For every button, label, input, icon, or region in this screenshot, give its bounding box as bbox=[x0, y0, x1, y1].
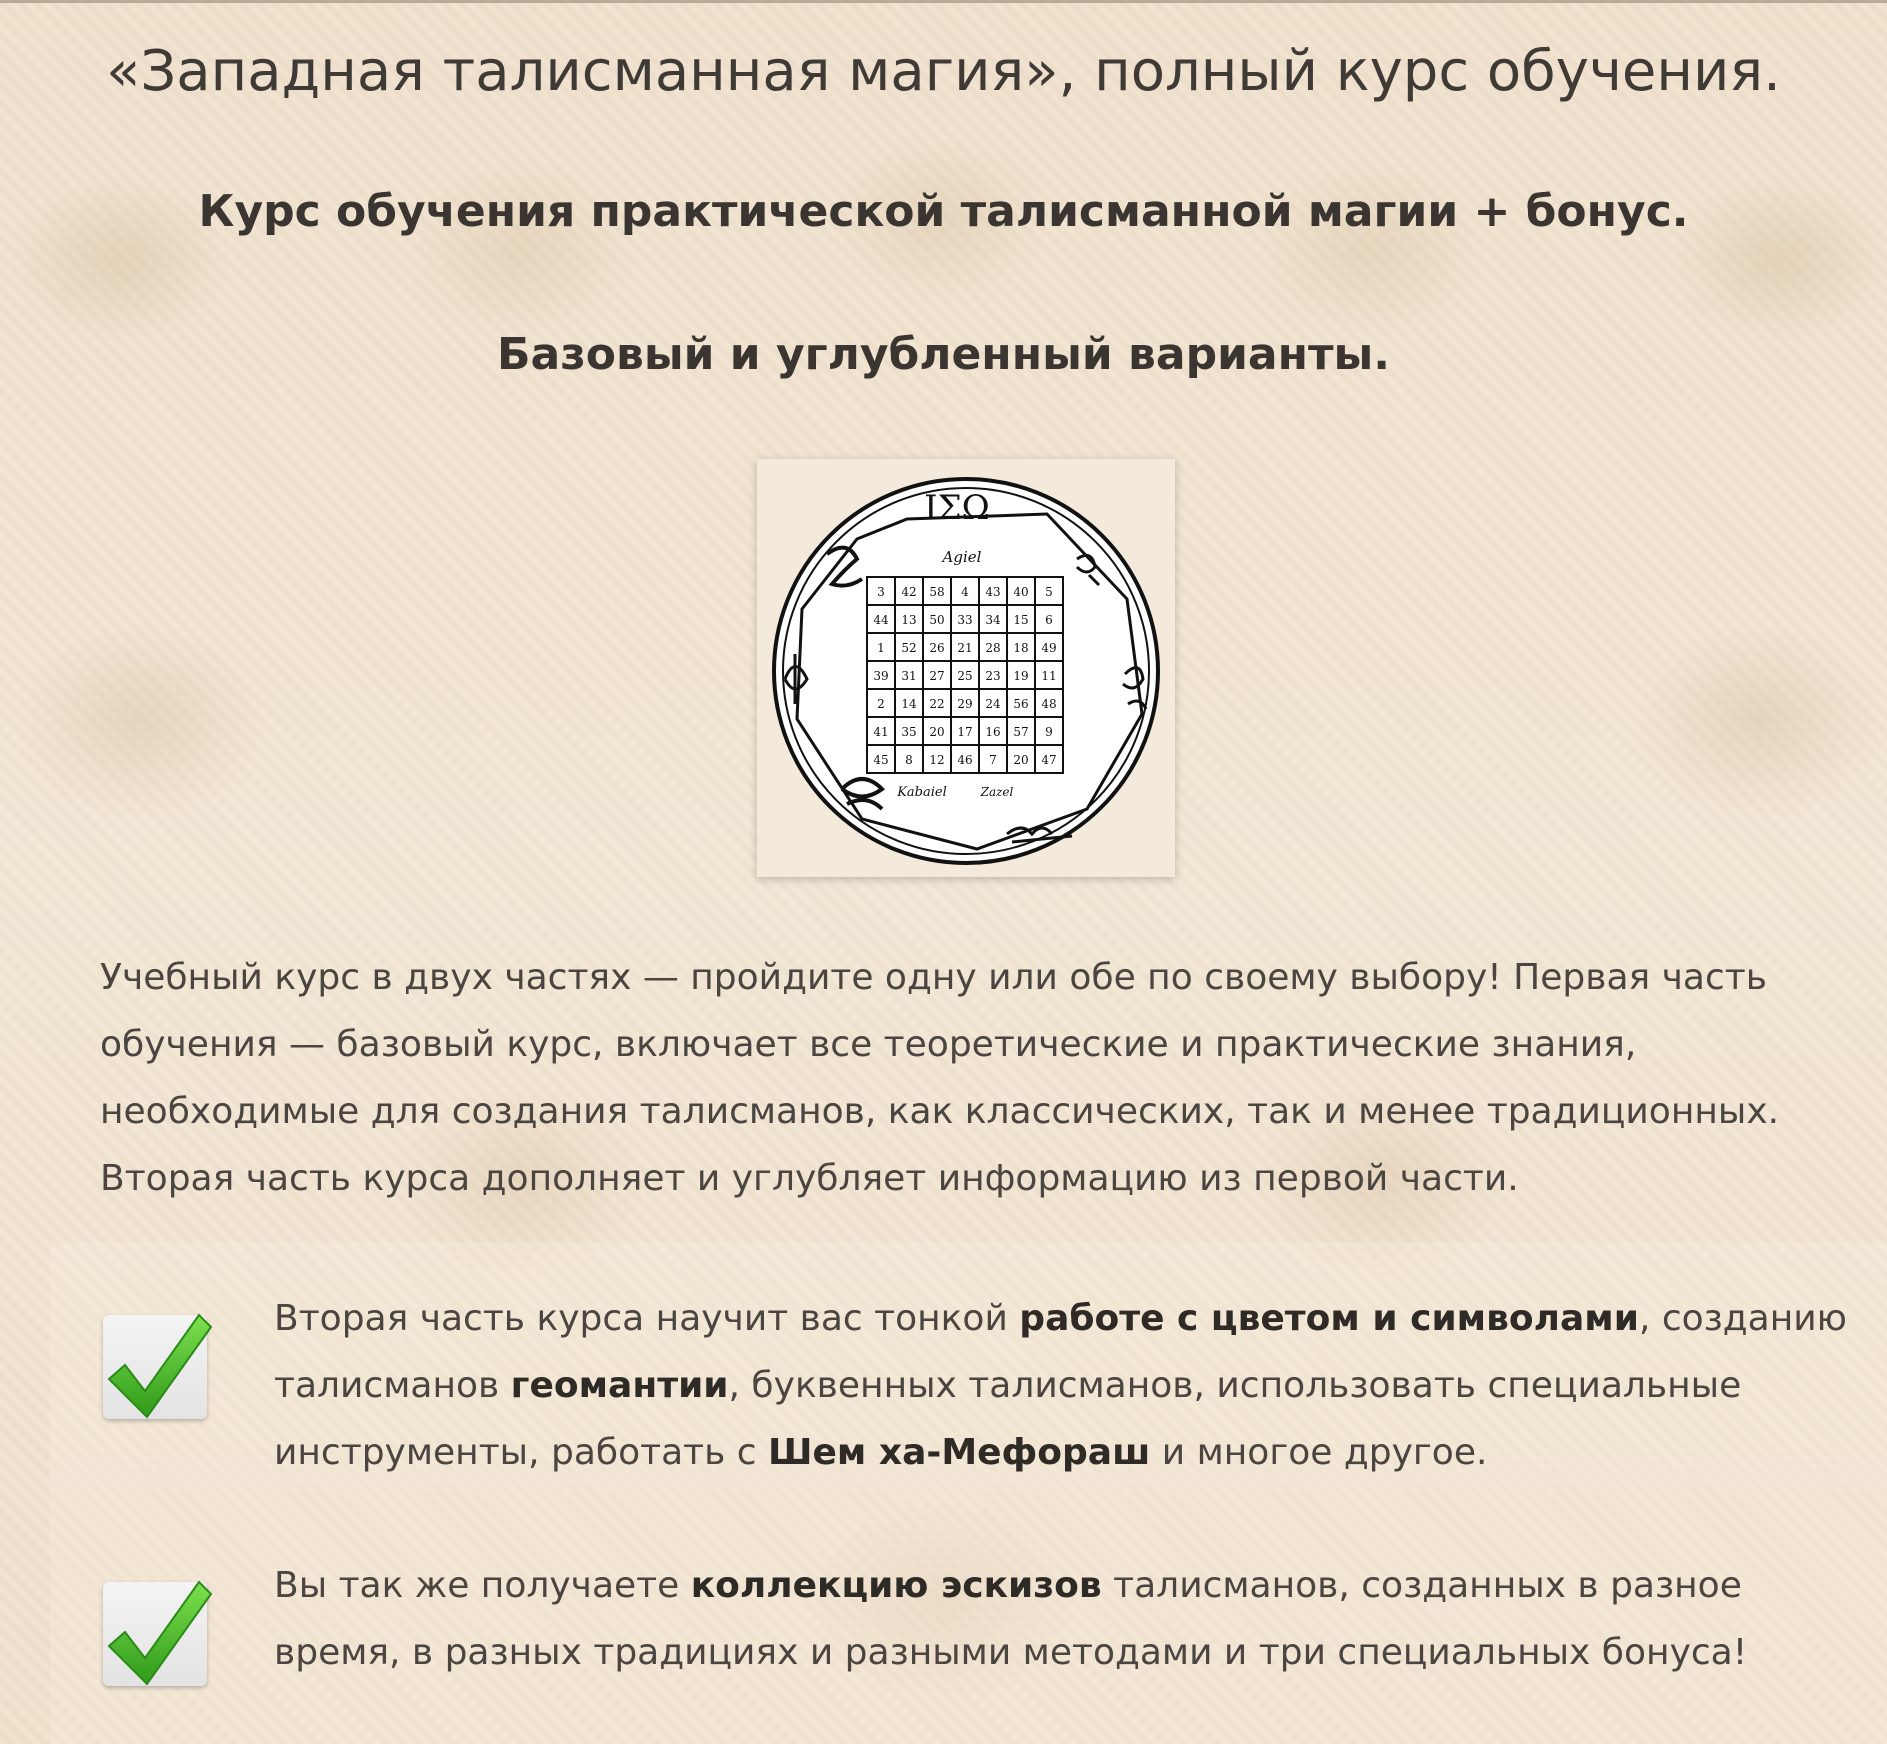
magic-square-number: 26 bbox=[929, 641, 945, 655]
magic-square-number: 49 bbox=[1041, 641, 1057, 655]
feature-text-segment: , созданию талисманов bbox=[274, 1298, 1847, 1406]
seal-top-inscription: Agiel bbox=[942, 548, 982, 566]
magic-square-number: 21 bbox=[957, 641, 973, 655]
magic-square-number: 22 bbox=[929, 697, 945, 711]
magic-square-number: 6 bbox=[1045, 613, 1053, 627]
magic-square-number: 19 bbox=[1013, 669, 1029, 683]
seal-top-symbols: ΙΣΩ bbox=[924, 488, 990, 528]
magic-square-number: 25 bbox=[957, 669, 973, 683]
feature-highlight: Шем ха-Мефораш bbox=[768, 1432, 1151, 1473]
magic-square-number: 28 bbox=[985, 641, 1001, 655]
magic-square-number: 44 bbox=[873, 613, 889, 627]
course-variants-heading: Базовый и углубленный варианты. bbox=[496, 329, 1391, 380]
magic-square-number: 33 bbox=[957, 613, 973, 627]
magic-square-number: 23 bbox=[985, 669, 1001, 683]
check-icon bbox=[103, 1315, 207, 1419]
magic-square-number: 8 bbox=[905, 753, 913, 767]
magic-square-number: 57 bbox=[1013, 725, 1029, 739]
magic-square-number: 42 bbox=[901, 585, 917, 599]
magic-square-number: 1 bbox=[877, 641, 885, 655]
page-title: «Западная талисманная магия», полный курс обучения. bbox=[106, 39, 1781, 104]
feature-highlight: работе с цветом и символами bbox=[1019, 1298, 1639, 1339]
magic-square-number: 2 bbox=[877, 697, 885, 711]
magic-square-number: 15 bbox=[1013, 613, 1029, 627]
magic-square-number: 13 bbox=[901, 613, 917, 627]
magic-square-number: 17 bbox=[957, 725, 973, 739]
feature-text-segment: Вы так же получаете bbox=[274, 1565, 691, 1606]
magic-square-number: 35 bbox=[901, 725, 917, 739]
feature-text-2 bbox=[274, 1552, 1864, 1686]
feature-text-segment: Вторая часть курса научит вас тонкой bbox=[274, 1298, 1020, 1339]
magic-square-number: 46 bbox=[957, 753, 973, 767]
magic-square-number: 31 bbox=[901, 669, 917, 683]
magic-square-number: 50 bbox=[929, 613, 945, 627]
magic-square-number: 16 bbox=[985, 725, 1001, 739]
magic-square-number: 48 bbox=[1041, 697, 1057, 711]
magic-square-number: 58 bbox=[929, 585, 945, 599]
feature-highlight: геомантии bbox=[510, 1365, 729, 1406]
top-border-line bbox=[0, 0, 1887, 3]
feature-text-segment: и многое другое. bbox=[1150, 1432, 1488, 1473]
magic-square-number: 20 bbox=[929, 725, 945, 739]
magic-square-number: 7 bbox=[989, 753, 997, 767]
magic-square-number: 11 bbox=[1041, 669, 1057, 683]
magic-square-number: 34 bbox=[985, 613, 1001, 627]
magic-square-number: 24 bbox=[985, 697, 1001, 711]
magic-square-number: 56 bbox=[1013, 697, 1029, 711]
magic-square-number: 4 bbox=[961, 585, 969, 599]
saturn-seal-illustration bbox=[757, 459, 1175, 877]
magic-square-number: 20 bbox=[1013, 753, 1029, 767]
talisman-image bbox=[757, 459, 1175, 877]
magic-square-number: 27 bbox=[929, 669, 945, 683]
course-subtitle: Курс обучения практической талисманной магии + бонус. bbox=[198, 186, 1689, 237]
seal-bottom-inscription-right: Zazel bbox=[980, 785, 1014, 799]
feature-highlight: коллекцию эскизов bbox=[690, 1565, 1102, 1606]
magic-square-number: 5 bbox=[1045, 585, 1053, 599]
magic-square-number: 9 bbox=[1045, 725, 1053, 739]
magic-square-number: 18 bbox=[1013, 641, 1029, 655]
magic-square-number: 41 bbox=[873, 725, 889, 739]
course-intro-text: Учебный курс в двух частях — пройдите одну или обе по своему выбору! Первая часть обучения — базовый курс, включает все теоретические и практические знания, необходимые для создания талисманов, как классических, так и менее традиционных. Вторая часть курса дополняет и углубляет информацию из первой части. bbox=[100, 957, 1780, 1199]
feature-text-1 bbox=[274, 1285, 1864, 1486]
magic-square-number: 40 bbox=[1013, 585, 1029, 599]
magic-square-number: 47 bbox=[1041, 753, 1057, 767]
magic-square-number: 52 bbox=[901, 641, 917, 655]
magic-square-number: 29 bbox=[957, 697, 973, 711]
magic-square-number: 14 bbox=[901, 697, 917, 711]
feature-text-segment: талисманов, созданных в разное время, в разных традициях и разными методами и три специальных бонуса! bbox=[274, 1565, 1748, 1673]
seal-bottom-inscription-left: Kabaiel bbox=[897, 785, 947, 800]
magic-square-number: 3 bbox=[877, 585, 885, 599]
magic-square-number: 39 bbox=[873, 669, 889, 683]
magic-square-number: 12 bbox=[929, 753, 945, 767]
feature-text-segment: , буквенных талисманов, использовать специальные инструменты, работать с bbox=[274, 1365, 1742, 1473]
magic-square-number: 45 bbox=[873, 753, 889, 767]
check-icon bbox=[103, 1582, 207, 1686]
magic-square-number: 43 bbox=[985, 585, 1001, 599]
